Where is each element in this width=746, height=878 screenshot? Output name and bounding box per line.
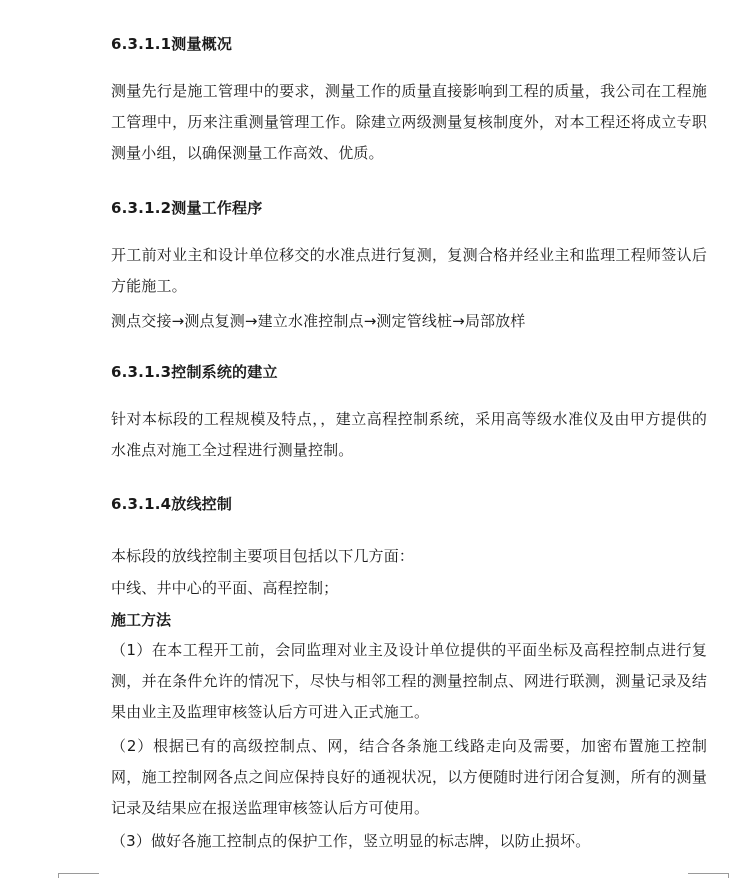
page-corner-mark-right <box>688 873 729 878</box>
heading-6-3-1-4: 6.3.1.4放线控制 <box>111 495 233 513</box>
paragraph-survey-overview: 测量先行是施工管理中的要求，测量工作的质量直接影响到工程的质量，我公司在工程施工管理中，历来注重测量管理工作。除建立两级测量复核制度外，对本工程还将成立专职测量小组，以确保测量工作高效、优质。 <box>111 82 707 162</box>
method-step-1: （1）在本工程开工前，会同监理对业主及设计单位提供的平面坐标及高程控制点进行复测，并在条件允许的情况下，尽快与相邻工程的测量控制点、网进行联测，测量记录及结果由业主及监理审核签认后方可进入正式施工。 <box>111 641 707 721</box>
heading-6-3-1-2: 6.3.1.2测量工作程序 <box>111 199 263 217</box>
page-corner-mark-left <box>58 873 99 878</box>
heading-6-3-1-3: 6.3.1.3控制系统的建立 <box>111 363 278 381</box>
paragraph-control-system: 针对本标段的工程规模及特点，，建立高程控制系统，采用高等级水准仪及由甲方提供的水准点对施工全过程进行测量控制。 <box>111 410 707 459</box>
survey-flow-line: 测点交接→测点复测→建立水准控制点→测定管线桩→局部放样 <box>111 312 526 330</box>
construction-method-title: 施工方法 <box>111 611 172 629</box>
paragraph-survey-procedure: 开工前对业主和设计单位移交的水准点进行复测，复测合格并经业主和监理工程师签认后方能施工。 <box>111 246 707 295</box>
heading-6-3-1-1: 6.3.1.1测量概况 <box>111 35 233 53</box>
layout-control-item: 中线、井中心的平面、高程控制； <box>111 579 339 597</box>
layout-control-intro: 本标段的放线控制主要项目包括以下几方面： <box>111 547 415 565</box>
method-step-3: （3）做好各施工控制点的保护工作，竖立明显的标志牌，以防止损坏。 <box>111 832 591 850</box>
method-step-2: （2）根据已有的高级控制点、网，结合各条施工线路走向及需要，加密布置施工控制网，施工控制网各点之间应保持良好的通视状况，以方便随时进行闭合复测，所有的测量记录及结果应在报送监理审核签认后方可使用。 <box>111 737 707 817</box>
